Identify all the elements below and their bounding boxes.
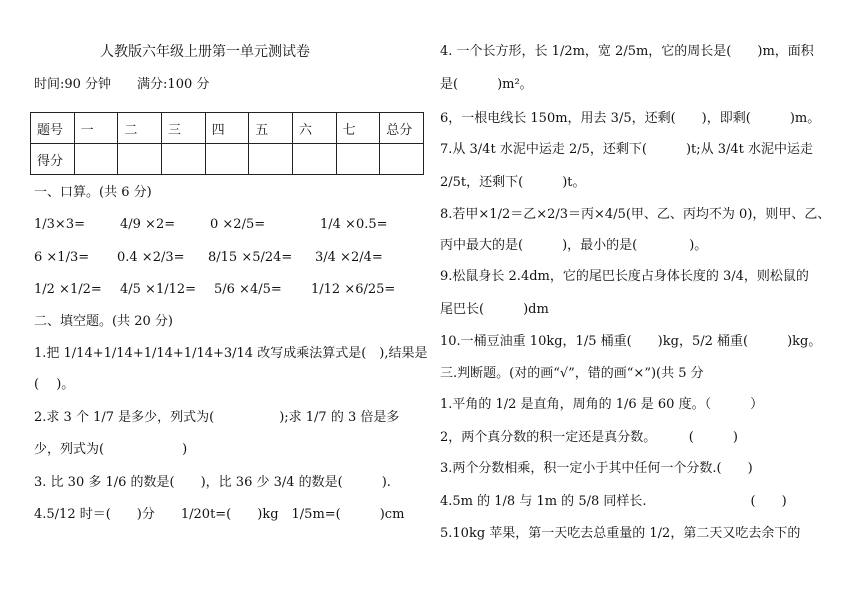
fill-q2-line2: 少，列式为( ): [34, 442, 188, 457]
header-cell: 二: [118, 113, 162, 144]
oral-item: 0.4 ×2/3=: [117, 250, 185, 265]
oral-item: 1/12 ×6/25=: [311, 282, 396, 297]
score-cell[interactable]: [205, 144, 249, 175]
score-cell[interactable]: [292, 144, 336, 175]
section-1-heading: 一、口算。(共 6 分): [34, 185, 152, 200]
section-3-heading: 三.判断题。(对的画“√”，错的画“×”)(共 5 分: [440, 366, 704, 381]
fill-q9-line1: 9.松鼠身长 2.4dm，它的尾巴长度占身体长度的 3/4，则松鼠的: [440, 269, 809, 284]
score-label-cell: 得分: [31, 144, 75, 175]
judge-q4: 4.5m 的 1/8 与 1m 的 5/8 同样长. ( ): [440, 494, 787, 509]
header-cell: 六: [292, 113, 336, 144]
header-cell: 五: [249, 113, 293, 144]
fill-q4-rect-line1: 4. 一个长方形，长 1/2m，宽 2/5m，它的周长是( )m，面积: [440, 44, 814, 59]
fill-q1-line2: ( )。: [34, 377, 75, 392]
fill-q4: 4.5/12 时＝( )分 1/20t=( )kg 1/5m=( )cm: [34, 507, 405, 522]
judge-q5: 5.10kg 苹果，第一天吃去总重量的 1/2，第二天又吃去余下的: [440, 526, 801, 541]
oral-item: 1/2 ×1/2=: [34, 282, 102, 297]
fill-q8-line2: 丙中最大的是( )，最小的是( )。: [440, 238, 708, 253]
fill-q6: 6，一根电线长 150m，用去 3/5，还剩( )，即剩( )m。: [440, 111, 821, 126]
header-cell: 题号: [31, 113, 75, 144]
fill-q9-line2: 尾巴长( )dm: [440, 302, 549, 317]
oral-item: 5/6 ×4/5=: [214, 282, 282, 297]
header-cell: 三: [161, 113, 205, 144]
fill-q3: 3. 比 30 多 1/6 的数是( )，比 36 少 3/4 的数是( ).: [34, 475, 391, 490]
exam-title: 人教版六年级上册第一单元测试卷: [100, 44, 310, 60]
oral-item: 1/3×3=: [34, 217, 85, 232]
fill-q1-line1: 1.把 1/14+1/14+1/14+1/14+3/14 改写成乘法算式是( ),结果是: [34, 346, 428, 361]
section-2-heading: 二、填空题。(共 20 分): [34, 314, 173, 329]
score-table: [30, 112, 424, 175]
oral-item: 6 ×1/3=: [34, 250, 90, 265]
oral-item: 3/4 ×2/4=: [315, 250, 383, 265]
score-cell[interactable]: [336, 144, 380, 175]
oral-item: 4/9 ×2=: [120, 217, 176, 232]
fill-q7-line2: 2/5t，还剩下( )t。: [440, 175, 586, 190]
fill-q4-rect-line2: 是( )m²。: [440, 77, 533, 92]
fill-q10: 10.一桶豆油重 10kg，1/5 桶重( )kg，5/2 桶重( )kg。: [440, 334, 822, 349]
judge-q3: 3.两个分数相乘，积一定小于其中任何一个分数.( ): [440, 461, 753, 476]
fill-q7-line1: 7.从 3/4t 水泥中运走 2/5，还剩下( )t;从 3/4t 水泥中运走: [440, 142, 814, 157]
fill-q2-line1: 2.求 3 个 1/7 是多少，列式为( );求 1/7 的 3 倍是多: [34, 410, 400, 425]
fill-q8-line1: 8.若甲×1/2＝乙×2/3＝丙×4/5(甲、乙、丙均不为 0)，则甲、乙、: [440, 207, 831, 222]
header-cell: 一: [74, 113, 118, 144]
header-cell: 四: [205, 113, 249, 144]
header-cell: 七: [336, 113, 380, 144]
judge-q1: 1.平角的 1/2 是直角，周角的 1/6 是 60 度。（ ）: [440, 397, 764, 412]
score-table-header-row: [31, 113, 424, 144]
score-cell[interactable]: [249, 144, 293, 175]
score-cell[interactable]: [380, 144, 424, 175]
header-cell: 总分: [380, 113, 424, 144]
oral-item: 4/5 ×1/12=: [120, 282, 197, 297]
oral-item: 0 ×2/5=: [210, 217, 266, 232]
oral-item: 8/15 ×5/24=: [208, 250, 293, 265]
time-score-info: 时间:90 分钟 满分:100 分: [34, 77, 210, 92]
score-cell[interactable]: [74, 144, 118, 175]
score-cell[interactable]: [118, 144, 162, 175]
score-table-score-row: [31, 144, 424, 175]
judge-q2: 2，两个真分数的积一定还是真分数。 ( ): [440, 430, 738, 445]
oral-item: 1/4 ×0.5=: [320, 217, 388, 232]
score-cell[interactable]: [161, 144, 205, 175]
